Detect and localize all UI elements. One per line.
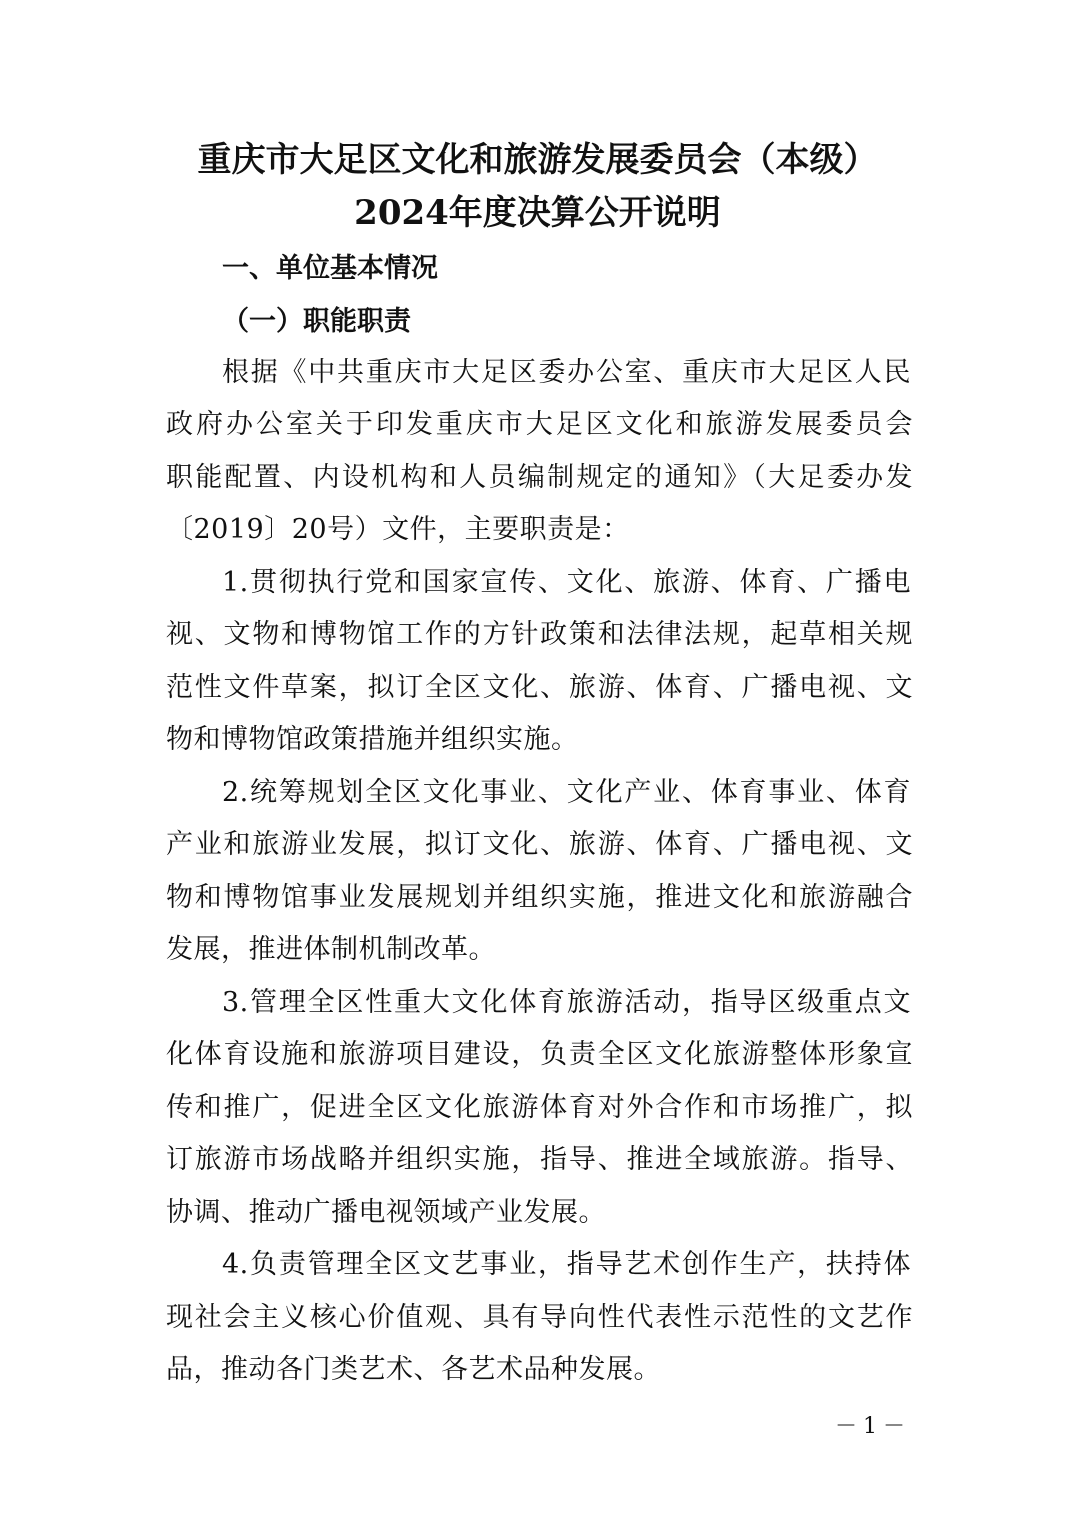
body-line: 2.统筹规划全区文化事业、文化产业、体育事业、体育	[222, 777, 911, 808]
document-title-line-1: 重庆市大足区文化和旅游发展委员会（本级）	[197, 140, 878, 180]
body-line: 品，推动各门类艺术、各艺术品种发展。	[166, 1354, 661, 1385]
subsection-heading: （一）职能职责	[222, 306, 411, 337]
section-heading: 一、单位基本情况	[222, 253, 438, 284]
body-line: 订旅游市场战略并组织实施，指导、推进全域旅游。指导、	[166, 1144, 913, 1175]
document-title-line-2: 2024年度决算公开说明	[354, 193, 721, 233]
body-line: 化体育设施和旅游项目建设，负责全区文化旅游整体形象宣	[166, 1039, 913, 1070]
body-line: 3.管理全区性重大文化体育旅游活动，指导区级重点文	[222, 987, 911, 1018]
body-line: 物和博物馆事业发展规划并组织实施，推进文化和旅游融合	[166, 882, 913, 913]
page-number: －1－	[835, 1414, 911, 1439]
body-line: 政府办公室关于印发重庆市大足区文化和旅游发展委员会	[166, 409, 913, 440]
body-line: 〔2019〕20号）文件，主要职责是：	[166, 514, 630, 545]
body-line: 视、文物和博物馆工作的方针政策和法律法规，起草相关规	[166, 619, 913, 650]
body-line: 协调、推动广播电视领域产业发展。	[166, 1197, 606, 1228]
body-line: 物和博物馆政策措施并组织实施。	[166, 724, 579, 755]
body-line: 发展，推进体制机制改革。	[166, 934, 496, 965]
body-line: 4.负责管理全区文艺事业，指导艺术创作生产，扶持体	[222, 1249, 911, 1280]
body-line: 根据《中共重庆市大足区委办公室、重庆市大足区人民	[222, 357, 911, 388]
body-line: 1.贯彻执行党和国家宣传、文化、旅游、体育、广播电	[222, 567, 911, 598]
body-line: 产业和旅游业发展，拟订文化、旅游、体育、广播电视、文	[166, 829, 913, 860]
body-line: 职能配置、内设机构和人员编制规定的通知》（大足委办发	[166, 462, 913, 493]
body-line: 现社会主义核心价值观、具有导向性代表性示范性的文艺作	[166, 1302, 913, 1333]
body-line: 传和推广，促进全区文化旅游体育对外合作和市场推广，拟	[166, 1092, 913, 1123]
body-line: 范性文件草案，拟订全区文化、旅游、体育、广播电视、文	[166, 672, 913, 703]
